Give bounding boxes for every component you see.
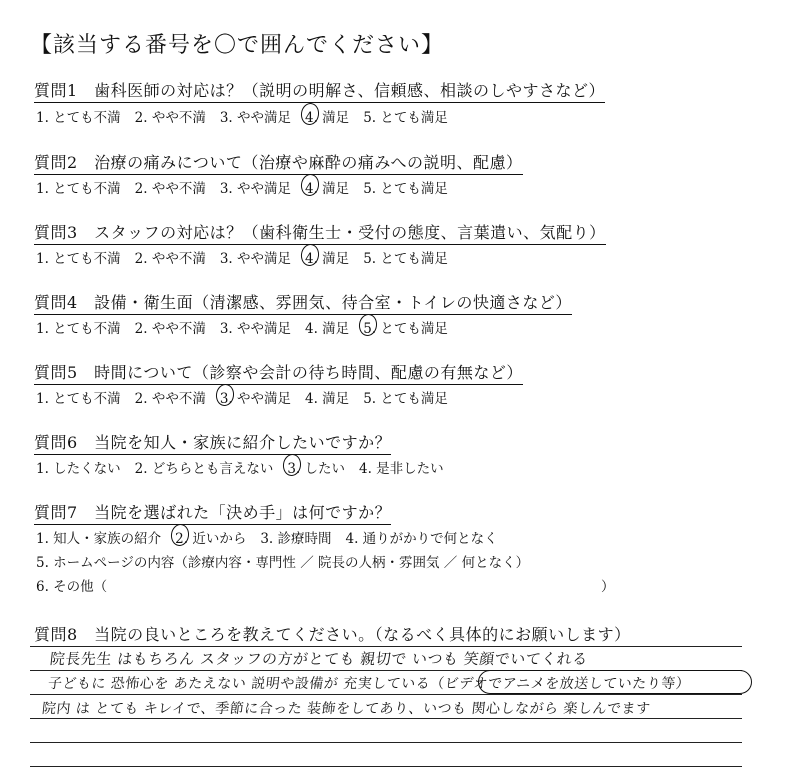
question-5-options (36, 387, 462, 407)
other-close-paren: ） (601, 579, 615, 595)
question-4-heading: 質問4 設備・衛生面（清潔感、雰囲気、待合室・トイレの快適さなど） (34, 290, 572, 315)
option-label: 4. 満足 (305, 181, 350, 197)
question-8-heading: 質問8 当院の良いところを教えてください。（なるべく具体的にお願いします） (34, 625, 631, 644)
answer-line-5 (30, 742, 742, 743)
answer-line-3 (30, 694, 742, 695)
question-3-option-1 (36, 247, 121, 267)
option-label: 2. 近いから (175, 531, 247, 547)
answer-line-4 (30, 718, 742, 719)
option-label: 4. 満足 (305, 321, 350, 337)
question-2-options (36, 177, 462, 197)
option-label: 1. とても不満 (36, 251, 121, 267)
option-label: 3. やや満足 (219, 251, 292, 267)
question-7-option-2 (175, 527, 246, 547)
option-label: 4. 満足 (305, 251, 350, 267)
option-label: 5. とても満足 (363, 391, 448, 407)
question-6-option-2 (135, 457, 274, 477)
question-1-options (36, 106, 462, 126)
page-title: 【該当する番号を〇で囲んでください】 (30, 33, 445, 58)
option-label: 5. とても満足 (363, 321, 448, 337)
option-label: 2. どちらとも言えない (134, 461, 274, 477)
question-4-option-4 (305, 317, 349, 337)
option-label: 2. やや不満 (134, 251, 206, 267)
question-3-heading: 質問3 スタッフの対応は？（歯科衛生士・受付の態度、言葉遣い、気配り） (34, 220, 606, 245)
option-label: 5. とても満足 (363, 110, 448, 126)
option-label: 3. 診療時間 (260, 531, 332, 547)
handwritten-answer-1: 院長先生 はもちろん スタッフの方がとても 親切で いつも 笑顔でいてくれる (49, 650, 589, 668)
question-5-option-5 (363, 387, 448, 407)
question-7-option-3 (260, 527, 331, 547)
question-2-option-3 (220, 177, 291, 197)
question-1-heading: 質問1 歯科医師の対応は？（説明の明解さ、信頼感、相談のしやすさなど） (34, 78, 605, 103)
option-label: 1. とても不満 (36, 321, 121, 337)
option-label: 3. やや満足 (219, 110, 292, 126)
question-3-option-5 (363, 247, 448, 267)
option-label: 3. やや満足 (219, 391, 292, 407)
option-label: 5. とても満足 (363, 181, 448, 197)
question-7-options-row1 (36, 527, 512, 547)
option-label: 4. 通りがかりで何となく (345, 531, 498, 547)
handwritten-answer-2: 子どもに 恐怖心を あたえない 説明や設備が 充実している（ビデオでアニメを放送していたり等） (47, 676, 692, 692)
option-label: 3. やや満足 (219, 321, 292, 337)
question-1-option-5 (363, 106, 448, 126)
question-7-heading: 質問7 当院を選ばれた「決め手」は何ですか？ (34, 500, 391, 525)
question-3-option-4 (305, 247, 349, 267)
question-2-option-5 (363, 177, 448, 197)
question-4-option-1 (36, 317, 121, 337)
question-7-option-1 (36, 527, 161, 547)
question-6-heading: 質問6 当院を知人・家族に紹介したいですか？ (34, 430, 391, 455)
question-5-option-1 (36, 387, 121, 407)
question-7-option-5: 5. ホームページの内容（診療内容・専門性 ／ 院長の人柄・雰囲気 ／ 何となく） (36, 555, 530, 571)
question-1-option-4 (305, 106, 349, 126)
other-label: 6. その他（ (36, 579, 108, 595)
question-6-option-1 (36, 457, 121, 477)
option-label: 2. やや不満 (134, 110, 206, 126)
option-label: 2. やや不満 (134, 321, 206, 337)
question-5-option-4 (305, 387, 349, 407)
question-3-options (36, 247, 462, 267)
option-label: 1. とても不満 (36, 110, 121, 126)
option-label: 3. やや満足 (219, 181, 292, 197)
option-label: 2. やや不満 (134, 181, 206, 197)
option-label: 3. したい (287, 461, 346, 477)
option-label: 1. とても不満 (36, 181, 121, 197)
option-label: 4. 満足 (305, 110, 350, 126)
option-label: 1. 知人・家族の紹介 (36, 531, 162, 547)
option-label: 2. やや不満 (134, 391, 206, 407)
question-2-option-4 (305, 177, 349, 197)
option-label: 4. 是非したい (359, 461, 444, 477)
option-label: 1. とても不満 (36, 391, 121, 407)
question-2-heading: 質問2 治療の痛みについて（治療や麻酔の痛みへの説明、配慮） (34, 150, 523, 175)
answer-line-1 (30, 646, 742, 647)
option-label: 4. 満足 (305, 391, 350, 407)
question-1-option-2 (135, 106, 206, 126)
question-5-option-2 (135, 387, 206, 407)
option-label: 1. したくない (36, 461, 121, 477)
question-6-option-3 (287, 457, 345, 477)
question-2-option-1 (36, 177, 121, 197)
answer-line-6 (30, 766, 742, 767)
question-6-options (36, 457, 458, 477)
question-5-heading: 質問5 時間について（診察や会計の待ち時間、配慮の有無など） (34, 360, 523, 385)
question-4-options (36, 317, 462, 337)
question-3-option-3 (220, 247, 291, 267)
question-1-option-1 (36, 106, 121, 126)
question-4-option-2 (135, 317, 206, 337)
question-4-option-3 (220, 317, 291, 337)
question-7-option-4 (346, 527, 498, 547)
option-label: 5. とても満足 (363, 251, 448, 267)
question-5-option-3 (220, 387, 291, 407)
question-7-option-6 (36, 575, 616, 595)
handwritten-paren-circle (478, 670, 752, 694)
question-3-option-2 (135, 247, 206, 267)
question-2-option-2 (135, 177, 206, 197)
question-6-option-4 (359, 457, 444, 477)
question-1-option-3 (220, 106, 291, 126)
handwritten-answer-3: 院内 は とても キレイで、季節に合った 装飾をしてあり、いつも 関心しながら 楽しんでます (41, 701, 652, 717)
question-4-option-5 (363, 317, 448, 337)
